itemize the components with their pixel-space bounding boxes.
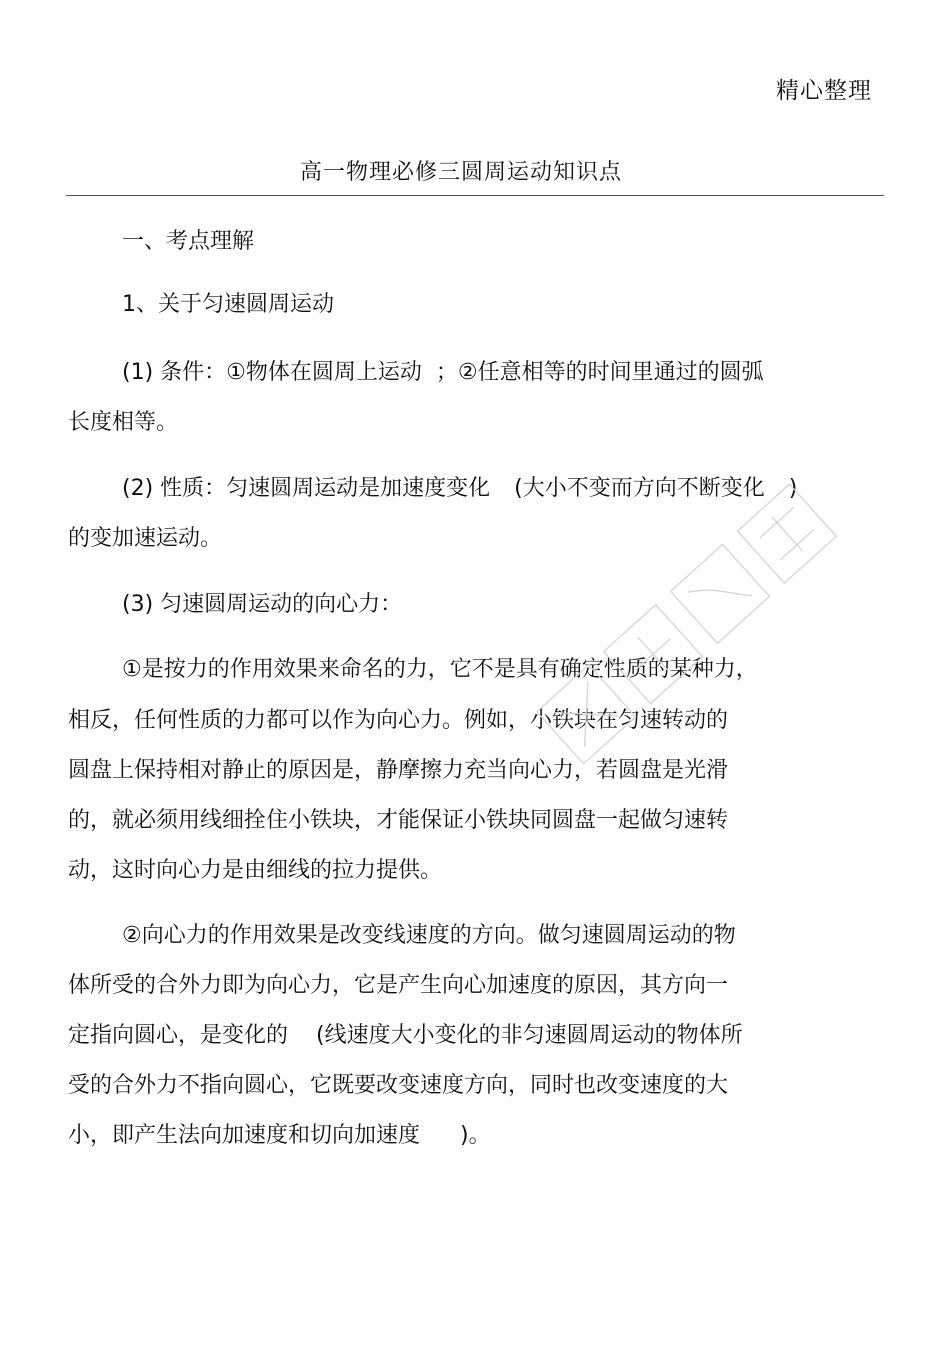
item-2-line-1 [122, 474, 797, 504]
item-1-text-b: ；②任意相等的时间里通过的圆弧 [435, 360, 764, 385]
para-1-line-1: ①是按力的作用效果来命名的力，它不是具有确定性质的某种力， [122, 657, 758, 682]
para-2-line-3-text-b: (线速度大小变化的非匀速圆周运动的物体所 [316, 1023, 743, 1048]
watermark-graphic [500, 330, 920, 970]
item-1-text-a: (1) 条件：①物体在圆周上运动 [122, 360, 422, 385]
para-2-line-2: 体所受的合外力即为向心力，它是产生向心加速度的原因，其方向一 [68, 973, 729, 998]
para-2-line-1: ②向心力的作用效果是改变线速度的方向。做匀速圆周运动的物 [122, 923, 736, 948]
para-2-line-5-text-a: 小，即产生法向加速度和切向加速度 [68, 1123, 421, 1148]
item-1-line-1 [122, 358, 764, 388]
item-2-text-b: (大小不变而方向不断变化 [514, 476, 765, 501]
item-3-heading: (3) 匀速圆周运动的向心力： [122, 592, 403, 617]
para-1-line-5: 动，这时向心力是由细线的拉力提供。 [68, 858, 443, 883]
item-1-line-2: 长度相等。 [68, 410, 179, 435]
item-2-text-c: ) [788, 476, 798, 501]
para-2-line-3-text-a: 定指向圆心，是变化的 [68, 1023, 289, 1048]
para-2-line-3 [68, 1021, 743, 1051]
para-2-line-5-text-b: )。 [460, 1123, 491, 1148]
topic-heading: 1、关于匀速圆周运动 [122, 292, 334, 317]
item-2-text-a: (2) 性质：匀速圆周运动是加速度变化 [122, 476, 491, 501]
para-2-line-5 [68, 1121, 491, 1151]
para-1-line-3: 圆盘上保持相对静止的原因是，静摩擦力充当向心力，若圆盘是光滑 [68, 758, 729, 783]
para-2-line-4: 受的合外力不指向圆心，它既要改变速度方向，同时也改变速度的大 [68, 1073, 729, 1098]
page-title: 高一物理必修三圆周运动知识点 [299, 160, 622, 185]
header-label: 精心整理 [776, 78, 872, 104]
item-2-line-2: 的变加速运动。 [68, 526, 223, 551]
para-1-line-4: 的，就必须用线细拴住小铁块，才能保证小铁块同圆盘一起做匀速转 [68, 808, 729, 833]
title-divider [66, 195, 884, 196]
section-heading: 一、考点理解 [122, 229, 255, 254]
para-1-line-2: 相反，任何性质的力都可以作为向心力。例如，小铁块在匀速转动的 [68, 708, 729, 733]
